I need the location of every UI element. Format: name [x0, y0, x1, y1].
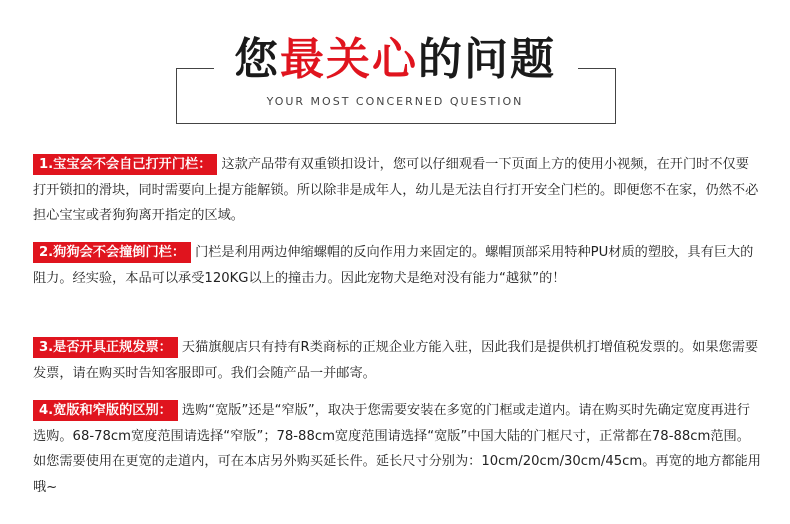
page-subtitle: YOUR MOST CONCERNED QUESTION	[266, 95, 524, 108]
faq-answer-text: 门栏是利用两边伸缩螺帽的反向作用力来固定的。螺帽顶部采用特种PU材质的塑胶，具有巨大的阻力。经实验，本品可以承受120KG以上的撞击力。因此宠物犬是绝对没有能力“越狱”的！	[33, 245, 754, 286]
faq-question-label: 4.宽版和窄版的区别：	[33, 400, 178, 421]
page-title-part-1: 您	[234, 34, 280, 85]
faq-question-label: 2.狗狗会不会撞倒门栏：	[33, 242, 191, 263]
faq-answer-text: 天猫旗舰店只有持有R类商标的正规企业方能入驻，因此我们是提供机打增值税发票的。如果您需要发票，请在购买时告知客服即可。我们会随产品一并邮寄。	[33, 340, 759, 381]
faq-item-wide-vs-narrow	[33, 398, 761, 500]
page-title-highlight: 最关心	[280, 34, 418, 85]
faq-answer-text: 选购“宽版”还是“窄版”，取决于您需要安装在多宽的门框或走道内。请在购买时先确定宽度再进行选购。68-78cm宽度范围请选择“窄版”；78-88cm宽度范围请选择“宽版”中国大陆的门框尺寸，正常都在78-88cm范围。如您需要使用在更宽的走道内，可在本店另外购买延长件。延长尺寸分别为：10cm/20cm/30cm/45cm。再宽的地方都能用哦~	[33, 403, 761, 495]
faq-item-child-open-gate	[33, 152, 761, 229]
faq-question-label: 1.宝宝会不会自己打开门栏：	[33, 154, 217, 175]
faq-question-label: 3.是否开具正规发票：	[33, 337, 178, 358]
title-frame-bottom	[176, 123, 616, 124]
faq-answer-text: 这款产品带有双重锁扣设计，您可以仔细观看一下页面上方的使用小视频，在开门时不仅要打开锁扣的滑块，同时需要向上提方能解锁。所以除非是成年人，幼儿是无法自行打开安全门栏的。即便您不在家，仍然不必担心宝宝或者狗狗离开指定的区域。	[33, 157, 759, 223]
faq-item-invoice	[33, 335, 761, 386]
page-title	[0, 30, 790, 90]
header	[0, 0, 790, 140]
page-title-part-2: 的问题	[418, 34, 556, 85]
faq-item-dog-knock-gate	[33, 240, 761, 291]
